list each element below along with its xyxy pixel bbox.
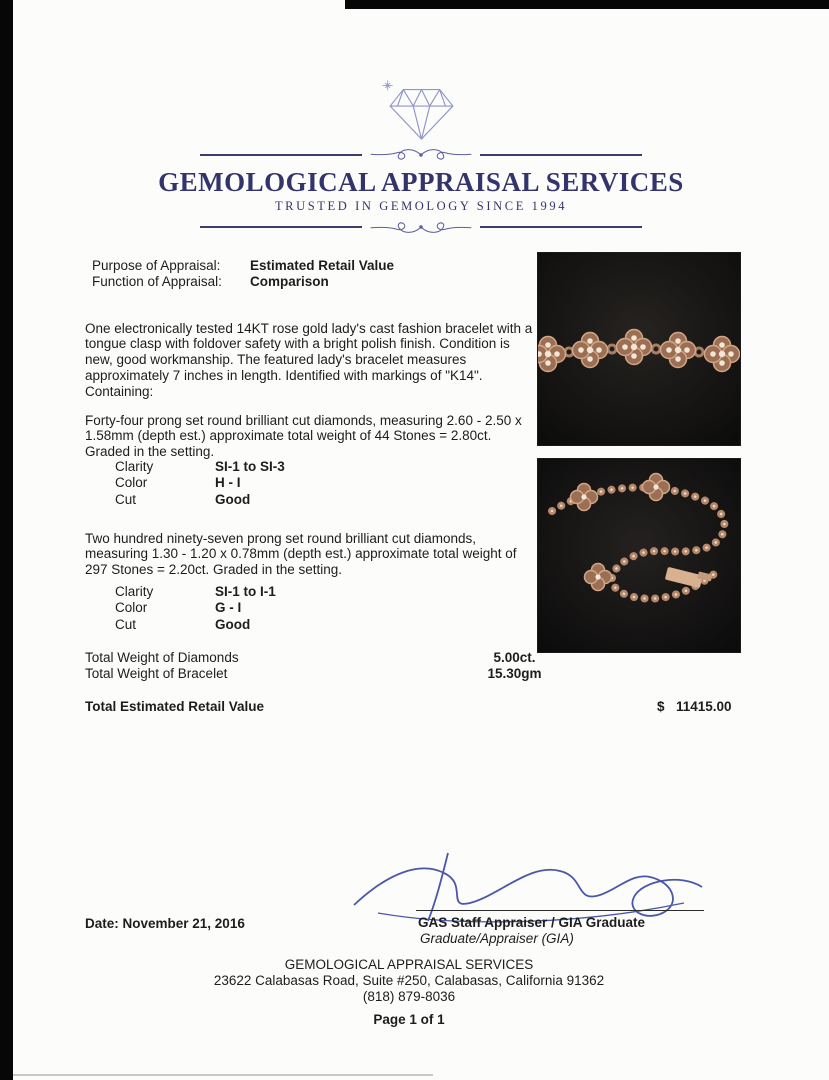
weight-labels bbox=[85, 650, 239, 683]
date-line: Date: November 21, 2016 bbox=[85, 916, 245, 931]
cut-value: Good bbox=[215, 616, 251, 632]
footer-phone: (818) 879-8036 bbox=[362, 989, 456, 1005]
weight-diamonds-label: Total Weight of Diamonds bbox=[85, 650, 239, 665]
header-rule-bottom bbox=[200, 218, 642, 236]
cut-label: Cut bbox=[115, 616, 137, 632]
cut-value: Good bbox=[215, 491, 251, 507]
bracelet-photo-bottom bbox=[538, 459, 740, 652]
grade-block-1 bbox=[115, 459, 285, 508]
purpose-value: Estimated Retail Value bbox=[250, 258, 395, 273]
scan-edge-bottom bbox=[13, 1074, 433, 1076]
clarity-row bbox=[115, 584, 276, 600]
clarity-value: SI-1 to SI-3 bbox=[215, 459, 285, 474]
color-value: G - I bbox=[215, 600, 242, 616]
grade-block-2 bbox=[115, 584, 276, 633]
filigree-ornament-icon bbox=[366, 219, 476, 235]
org-tagline: TRUSTED IN GEMOLOGY SINCE 1994 bbox=[274, 199, 568, 213]
clarity-label: Clarity bbox=[115, 584, 154, 599]
letterhead bbox=[13, 78, 829, 236]
color-value: H - I bbox=[215, 475, 241, 491]
clarity-value: SI-1 to I-1 bbox=[215, 584, 276, 599]
weight-bracelet-label: Total Weight of Bracelet bbox=[85, 666, 228, 682]
clarity-label: Clarity bbox=[115, 459, 154, 474]
footer bbox=[13, 957, 805, 1028]
color-row bbox=[115, 475, 285, 491]
stones-description-1: Forty-four prong set round brilliant cut diamonds, measuring 2.60 - 2.50 x 1.58mm (depth est.) approximate total weight of 44 Stones = 2.80ct. Graded in the setting. bbox=[85, 412, 522, 460]
cut-row bbox=[115, 617, 276, 633]
purpose-label: Purpose of Appraisal: bbox=[92, 258, 221, 273]
weight-values bbox=[452, 650, 577, 683]
color-row bbox=[115, 600, 276, 616]
bracelet-photo-top bbox=[538, 253, 740, 445]
bracelet-photo-top-image bbox=[538, 253, 740, 445]
cut-label: Cut bbox=[115, 491, 137, 507]
appraiser-name-line: GAS Staff Appraiser / GIA Graduate bbox=[418, 915, 646, 930]
bracelet-photo-bottom-image bbox=[538, 459, 740, 652]
diamond-logo-icon bbox=[372, 78, 471, 144]
header-rule-top bbox=[200, 146, 642, 164]
signature-line bbox=[416, 910, 704, 911]
page-number: Page 1 of 1 bbox=[373, 1011, 445, 1027]
weight-diamonds-value: 5.00ct. bbox=[493, 650, 536, 665]
color-label: Color bbox=[115, 475, 148, 491]
retail-value-amount: 11415.00 bbox=[676, 699, 732, 714]
function-label: Function of Appraisal: bbox=[92, 273, 222, 289]
clarity-row bbox=[115, 459, 285, 475]
retail-value-label: Total Estimated Retail Value bbox=[85, 699, 265, 714]
color-label: Color bbox=[115, 600, 148, 616]
weight-bracelet-value: 15.30gm bbox=[487, 666, 542, 682]
scan-edge-top bbox=[345, 0, 829, 9]
item-description: One electronically tested 14KT rose gold lady's cast fashion bracelet with a tongue clasp with foldover safety with a bright polish finish. Condition is new, good workmanship. The featured lady's bracelet measures approximately 7 inches in length. Identified with markings of "K14". Containing: bbox=[85, 320, 533, 399]
purpose-row bbox=[92, 258, 394, 274]
cut-row bbox=[115, 492, 285, 508]
appraisal-meta bbox=[92, 258, 394, 290]
function-value: Comparison bbox=[250, 273, 329, 289]
filigree-ornament-icon bbox=[366, 147, 476, 163]
scan-edge-left bbox=[0, 0, 13, 1080]
org-title: GEMOLOGICAL APPRAISAL SERVICES bbox=[158, 167, 684, 197]
stones-description-2: Two hundred ninety-seven prong set round brilliant cut diamonds, measuring 1.30 - 1.20 x 0.78mm (depth est.) approximate total weight of 297 Stones = 2.20ct. Graded in the setting. bbox=[85, 530, 517, 578]
appraiser-credential-line: Graduate/Appraiser (GIA) bbox=[420, 931, 574, 946]
currency-symbol: $ bbox=[657, 699, 665, 714]
footer-org-name: GEMOLOGICAL APPRAISAL SERVICES bbox=[284, 957, 534, 972]
footer-address: 23622 Calabasas Road, Suite #250, Calabasas, California 91362 bbox=[213, 973, 605, 989]
function-row bbox=[92, 274, 394, 290]
